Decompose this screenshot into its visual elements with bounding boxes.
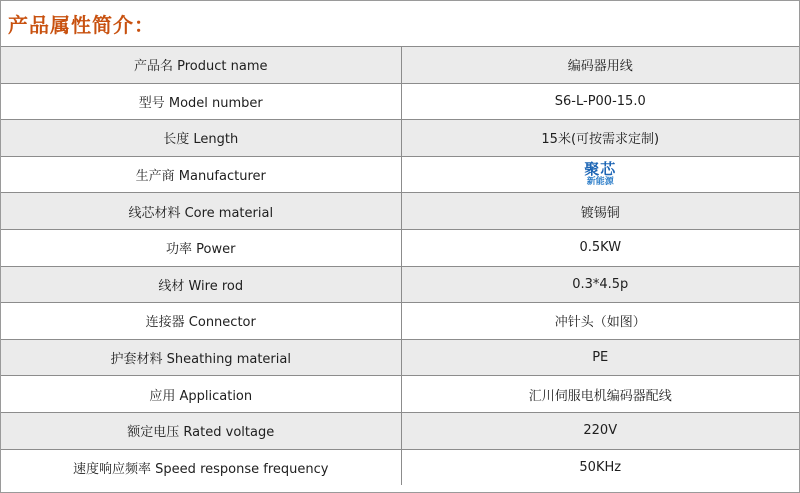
table-row [1,47,799,83]
spec-label: 型号 Model number [1,83,401,120]
spec-label: 产品名 Product name [1,47,401,83]
spec-value: 50KHz [401,449,799,485]
table-row [1,376,799,413]
spec-label: 生产商 Manufacturer [1,156,401,193]
table-row [1,266,799,303]
spec-value [401,156,799,193]
spec-value: S6-L-P00-15.0 [401,83,799,120]
logo-text-sub: 新能源 [586,177,614,188]
table-row [1,412,799,449]
spec-value: PE [401,339,799,376]
table-row [1,339,799,376]
spec-table [1,47,799,485]
spec-value: 冲针头（如图） [401,303,799,340]
spec-value: 0.3*4.5p [401,266,799,303]
spec-label: 护套材料 Sheathing material [1,339,401,376]
table-row [1,449,799,485]
section-header [1,1,799,47]
spec-label: 长度 Length [1,120,401,157]
table-row [1,83,799,120]
spec-value: 0.5KW [401,229,799,266]
spec-value: 汇川伺服电机编码器配线 [401,376,799,413]
spec-label: 应用 Application [1,376,401,413]
table-row [1,229,799,266]
spec-label: 线材 Wire rod [1,266,401,303]
spec-label: 连接器 Connector [1,303,401,340]
spec-value: 编码器用线 [401,47,799,83]
table-row [1,156,799,193]
table-row [1,303,799,340]
spec-value: 15米(可按需求定制) [401,120,799,157]
spec-label: 额定电压 Rated voltage [1,412,401,449]
logo-text-main: 聚芯 [584,160,617,179]
table-row [1,120,799,157]
spec-label: 功率 Power [1,229,401,266]
section-title: 产品属性简介： [8,13,155,37]
spec-label: 速度响应频率 Speed response frequency [1,449,401,485]
spec-label: 线芯材料 Core material [1,193,401,230]
spec-value: 镀锡铜 [401,193,799,230]
table-row [1,193,799,230]
spec-value: 220V [401,412,799,449]
manufacturer-logo [584,162,616,187]
